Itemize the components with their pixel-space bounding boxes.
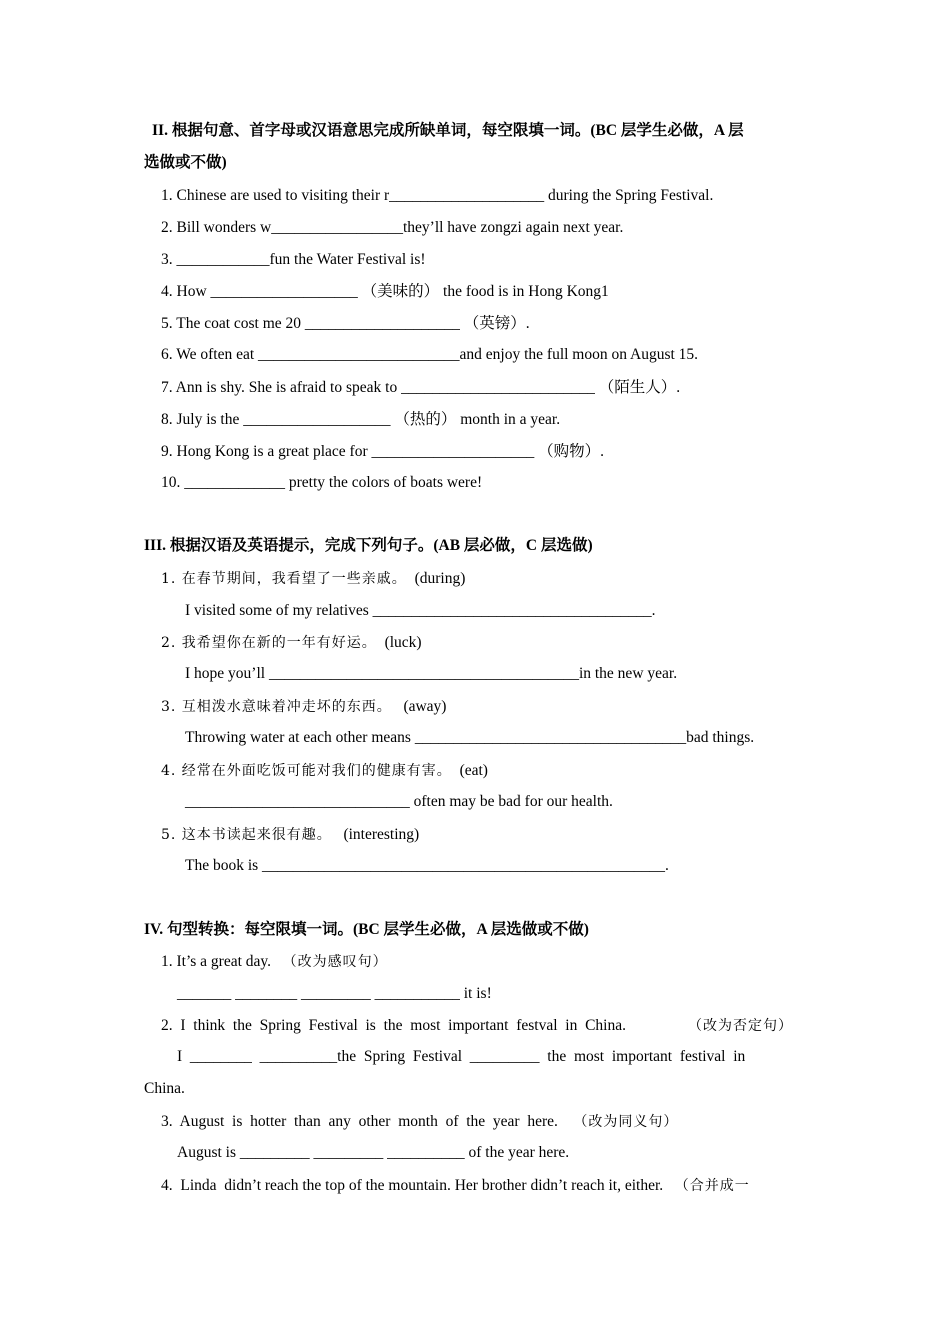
s3-item-1-zh: 1. 在春节期间，我看望了一些亲戚。 [161, 571, 407, 587]
s2-item-8: 8. July is the ___________________ （热的） month in a year. [161, 411, 561, 428]
section4-heading: IV. 句型转换：每空限填一词。(BC 层学生必做，A 层选做或不做) [144, 921, 589, 938]
s3-item-1-prompt [161, 569, 465, 589]
s3-item-5-answer: The book is ____________________________________________________. [185, 857, 669, 874]
s4-item-3-q: 3. August is hotter than any other month of the year here. [161, 1113, 558, 1130]
s3-item-5-prompt [161, 825, 419, 845]
section2-heading-line2: 选做或不做) [144, 154, 227, 171]
s4-item-3-note: （改为同义句） [573, 1114, 679, 1130]
s4-item-1-question [161, 952, 388, 972]
s3-item-5-zh: 5. 这本书读起来很有趣。 [161, 827, 332, 843]
s3-item-2-hint: (luck) [384, 634, 422, 651]
s2-item-5: 5. The coat cost me 20 ____________________ （英镑）. [161, 315, 530, 332]
s3-item-3-answer: Throwing water at each other means ___________________________________bad things. [185, 729, 755, 746]
s4-item-4-q: 4. Linda didn’t reach the top of the mountain. Her brother didn’t reach it, either. [161, 1177, 664, 1194]
s2-item-9: 9. Hong Kong is a great place for _____________________ （购物）. [161, 443, 604, 460]
s4-item-4-note: （合并成一 [674, 1178, 750, 1194]
s3-item-3-zh: 3. 互相泼水意味着冲走坏的东西。 [161, 699, 392, 715]
s4-item-4-question [161, 1176, 750, 1196]
s3-item-2-prompt [161, 633, 422, 653]
s2-item-6: 6. We often eat __________________________and enjoy the full moon on August 15. [161, 346, 699, 363]
s3-item-1-hint: (during) [414, 570, 466, 587]
s4-item-2-question [161, 1016, 793, 1036]
s4-item-3-question [161, 1112, 678, 1132]
s2-item-1: 1. Chinese are used to visiting their r____________________ during the Spring Festival. [161, 187, 714, 204]
s2-item-7: 7. Ann is shy. She is afraid to speak to _________________________ （陌生人）. [161, 379, 681, 396]
s3-item-5-hint: (interesting) [343, 826, 420, 843]
s2-item-2: 2. Bill wonders w_________________they’ll have zongzi again next year. [161, 219, 624, 236]
s3-item-3-prompt [161, 697, 446, 717]
s3-item-4-prompt [161, 761, 488, 781]
s4-item-2-answer-cont: China. [144, 1080, 185, 1097]
s4-item-1-answer: _______ ________ _________ ___________ it is! [177, 985, 492, 1002]
s2-item-10: 10. _____________ pretty the colors of boats were! [161, 474, 483, 491]
s2-item-3: 3. ____________fun the Water Festival is! [161, 251, 426, 268]
s3-item-2-answer: I hope you’ll ________________________________________in the new year. [185, 665, 678, 682]
s4-item-2-note: （改为否定句） [688, 1018, 793, 1034]
s4-item-1-note: （改为感叹句） [282, 954, 388, 970]
section3-heading: III. 根据汉语及英语提示，完成下列句子。(AB 层必做，C 层选做) [144, 537, 593, 554]
s3-item-4-hint: (eat) [459, 762, 488, 779]
s3-item-1-answer: I visited some of my relatives ____________________________________. [185, 602, 656, 619]
s4-item-2-answer: I ________ __________the Spring Festival _________ the most important festival in [177, 1048, 746, 1065]
section2-heading-line1: II. 根据句意、首字母或汉语意思完成所缺单词，每空限填一词。(BC 层学生必做，A 层 [152, 122, 744, 139]
s4-item-2-q: 2. I think the Spring Festival is the most important festval in China. [161, 1017, 626, 1034]
s4-item-1-q: 1. It’s a great day. [161, 953, 272, 970]
s3-item-4-zh: 4. 经常在外面吃饭可能对我们的健康有害。 [161, 763, 452, 779]
s2-item-4: 4. How ___________________ （美味的） the food is in Hong Kong1 [161, 283, 609, 300]
s4-item-3-answer: August is _________ _________ __________ of the year here. [177, 1144, 570, 1161]
s3-item-2-zh: 2. 我希望你在新的一年有好运。 [161, 635, 377, 651]
s3-item-4-answer: _____________________________ often may be bad for our health. [185, 793, 613, 810]
s3-item-3-hint: (away) [403, 698, 447, 715]
